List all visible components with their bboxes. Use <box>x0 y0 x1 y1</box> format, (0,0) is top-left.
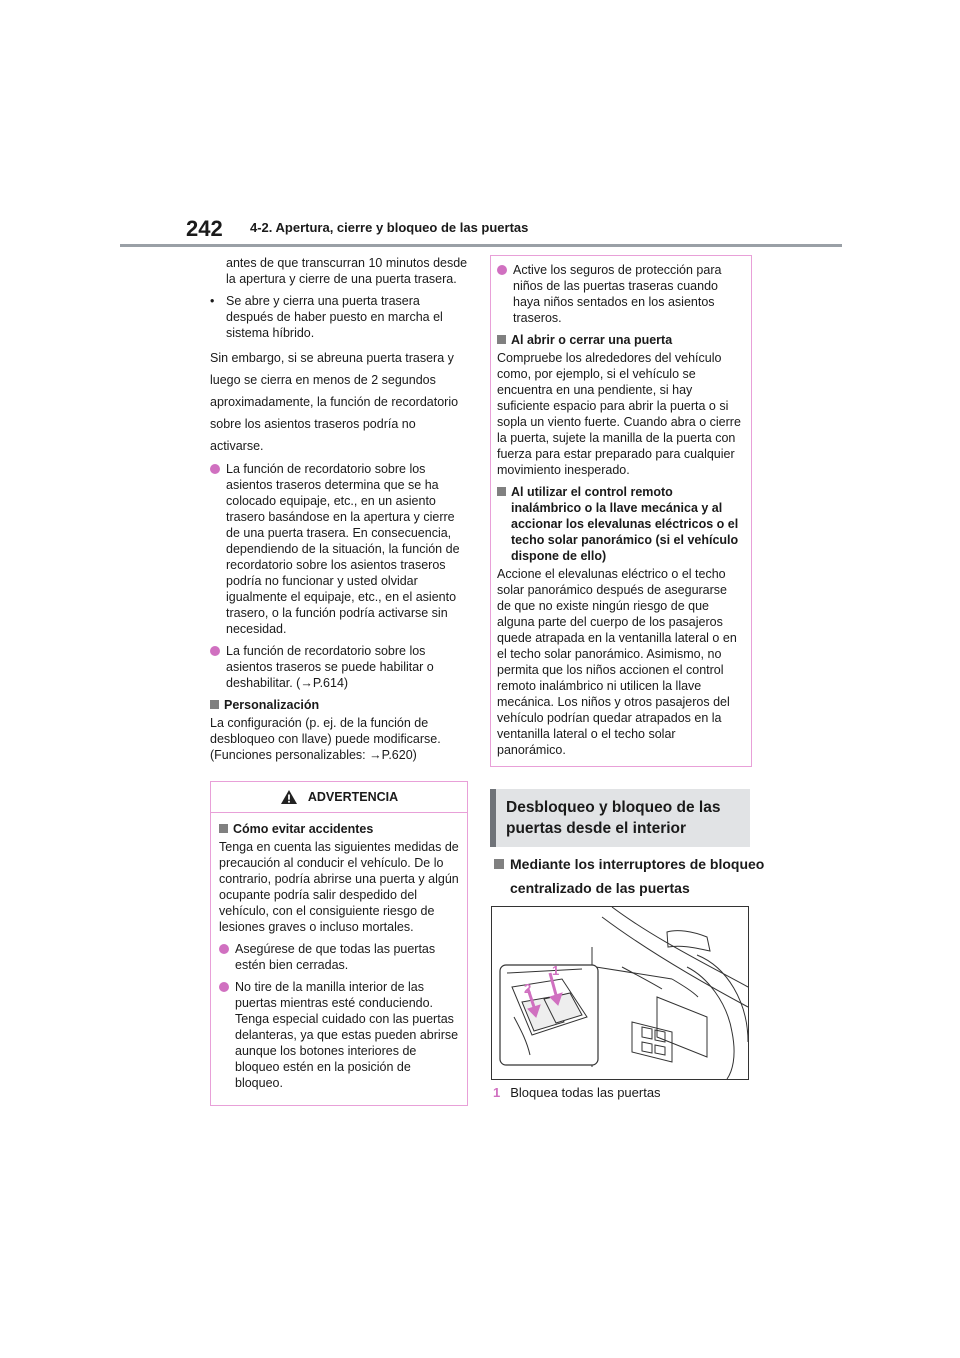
page-header <box>0 0 960 250</box>
warning-subheading <box>497 484 743 564</box>
warning-subheading-text: Al utilizar el control remoto inalámbrico o la llave mecánica y al accionar los elevalunas eléctricos o el techo solar panorámico (si el vehículo dispone de ello) <box>511 485 739 563</box>
left-column <box>210 255 468 1106</box>
square-bullet-icon <box>494 859 504 869</box>
warning-subheading <box>497 332 743 348</box>
subsection-heading-text: Mediante los interruptores de bloqueo centralizado de las puertas <box>510 856 765 896</box>
bullet-dot-icon <box>497 265 507 275</box>
dash-item-text: Se abre y cierra una puerta trasera después de haber puesto en marcha el sistema híbrido. <box>226 294 443 340</box>
warning-bullet <box>219 941 459 973</box>
bullet-item <box>210 643 468 691</box>
warning-text: Accione el elevalunas eléctrico o el techo solar panorámico después de asegurarse de que no existe ningún riesgo de que alguna parte del cuerpo de los pasajeros quede atrapada en la ventanilla lateral o en el techo solar panorámico. Asimismo, no permita que los niños accionen el control remoto inalámbrico ni utilicen la llave mecánica. Los niños y otros pasajeros del vehículo podrían quedar atrapados en la ventanilla lateral o el techo solar panorámico. <box>497 567 737 757</box>
paragraph: Sin embargo, si se abreuna puerta trasera y luego se cierra en menos de 2 segundos aproximadamente, la función de recordatorio sobre los asientos traseros podría no activarse. <box>210 351 459 453</box>
bullet-dot-icon <box>210 464 220 474</box>
warning-title-text: ADVERTENCIA <box>307 790 399 804</box>
right-column <box>490 255 752 767</box>
page-number: 242 <box>186 216 223 241</box>
warning-subheading <box>219 821 459 837</box>
continued-text: antes de que transcurran 10 minutos desde la apertura y cierre de una puerta trasera. <box>226 256 468 286</box>
subsection-heading <box>494 852 770 900</box>
square-bullet-icon <box>497 487 506 496</box>
warning-bullet-text: No tire de la manilla interior de las puertas mientras esté conduciendo. Tenga especial cuidado con las puertas delanteras, ya que estas pueden abrirse aunque los botones interiores de bloqueo estén en la posición de bloqueo. <box>235 980 459 1090</box>
door-lock-switch-figure <box>491 906 749 1080</box>
warning-title <box>211 782 467 813</box>
dash-item <box>210 293 468 341</box>
dash-bullet: • <box>210 294 215 308</box>
warning-body <box>211 813 467 1105</box>
figure-label-1: 1 <box>552 963 560 978</box>
square-bullet-icon <box>210 700 219 709</box>
bullet-text: La función de recordatorio sobre los asientos traseros se puede habilitar o deshabilitar. (→P.614) <box>226 644 434 690</box>
section-title: 4-2. Apertura, cierre y bloqueo de las puertas <box>250 220 529 235</box>
customization-text: La configuración (p. ej. de la función de desbloqueo con llave) puede modificarse. (Funciones personalizables: →P.620) <box>210 716 441 762</box>
warning-subheading-text: Al abrir o cerrar una puerta <box>511 333 673 347</box>
caption-number: 1 <box>493 1085 501 1100</box>
square-bullet-icon <box>219 824 228 833</box>
warning-continuation-box <box>490 255 752 767</box>
square-bullet-icon <box>497 335 506 344</box>
customization-heading <box>210 697 468 713</box>
warning-text: Tenga en cuenta las siguientes medidas de precaución al conducir el vehículo. De lo contrario, podría abrirse una puerta y algún ocupante podría salir despedido del vehículo, con el consiguiente riesgo de lesiones graves o incluso mortales. <box>219 840 459 934</box>
warning-box <box>210 781 468 1106</box>
warning-bullet-text: Asegúrese de que todas las puertas estén bien cerradas. <box>235 942 436 972</box>
header-rule <box>120 244 842 247</box>
bullet-dot-icon <box>219 944 229 954</box>
section-heading: Desbloqueo y bloqueo de las puertas desde el interior <box>490 789 750 847</box>
warning-bullet <box>219 979 459 1091</box>
figure-caption <box>493 1085 661 1100</box>
bullet-dot-icon <box>210 646 220 656</box>
warning-bullet-text: Active los seguros de protección para niños de las puertas traseras cuando haya niños sentados en los asientos traseros. <box>513 263 722 325</box>
warning-subheading-text: Cómo evitar accidentes <box>233 822 374 836</box>
warning-text: Compruebe los alrededores del vehículo como, por ejemplo, si el vehículo se encuentra en una pendiente, si hay suficiente espacio para abrir la puerta o si sopla un viento fuerte. Cuando abra o cierre la puerta, sujete la manilla de la puerta con fuerza para estar preparado para cualquier movimiento inesperado. <box>497 351 741 477</box>
caption-text: Bloquea todas las puertas <box>510 1085 661 1100</box>
bullet-text: La función de recordatorio sobre los asientos traseros determina que se ha colocado equipaje, etc., en un asiento trasero basándose en la apertura y cierre de una puerta trasera. En consecuencia, dependiendo de la situación, la función de recordatorio sobre los asientos traseros podría no funcionar y usted olvidar igualmente el equipaje, etc., en el asiento trasero, o la función podría activarse sin necesidad. <box>226 462 460 636</box>
figure-label-2: 2 <box>524 981 532 996</box>
bullet-item <box>210 461 468 637</box>
warning-bullet <box>497 262 743 326</box>
warning-triangle-icon <box>280 789 298 805</box>
customization-heading-text: Personalización <box>224 698 320 712</box>
bullet-dot-icon <box>219 982 229 992</box>
door-lock-switch-illustration <box>492 907 748 1079</box>
